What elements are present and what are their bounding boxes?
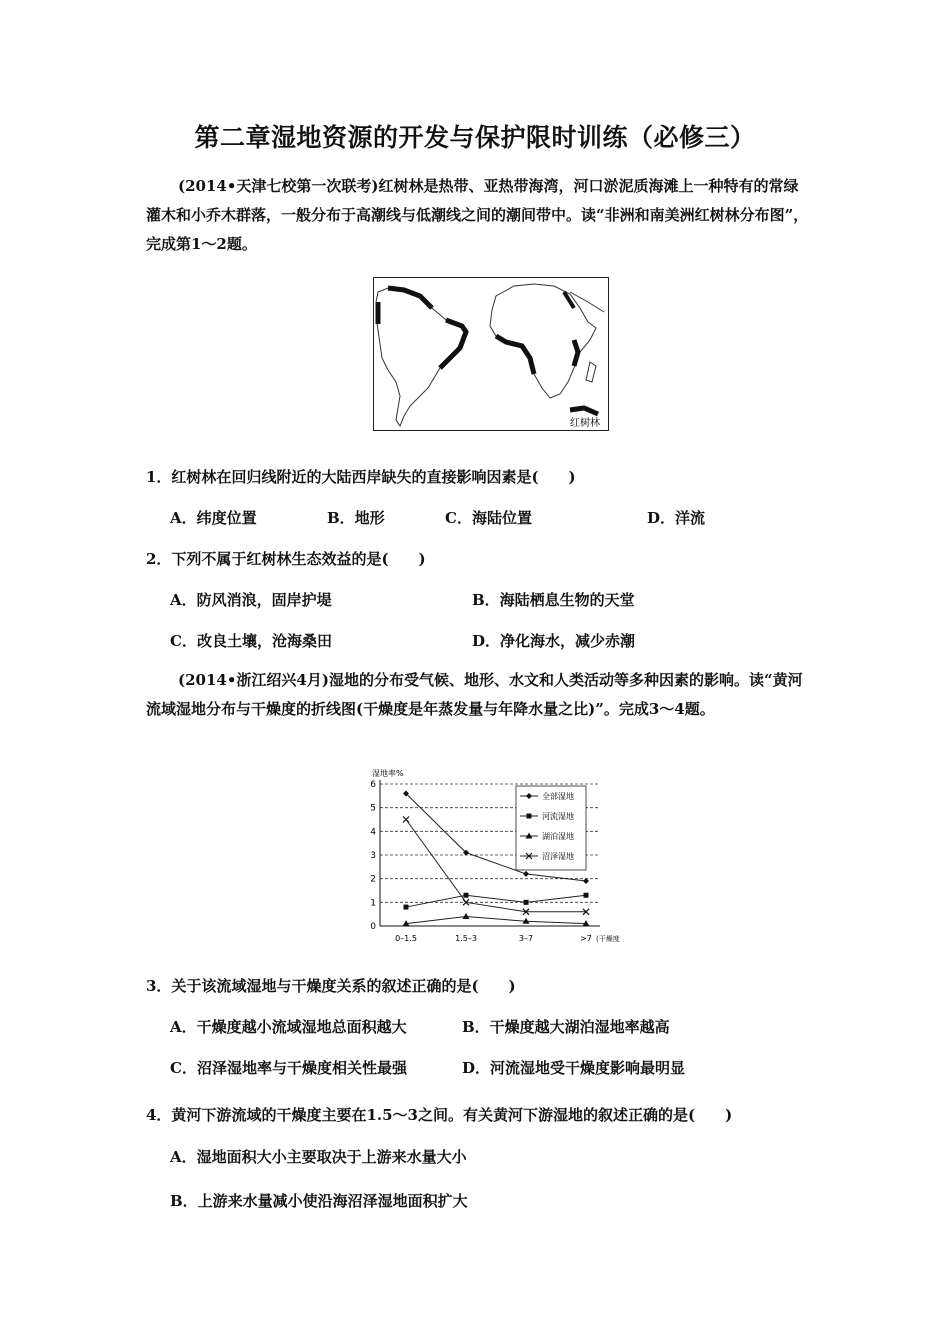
chart-data-point bbox=[404, 905, 409, 910]
chart-ytick-label: 5 bbox=[370, 803, 376, 814]
chart-data-point bbox=[584, 893, 589, 898]
question-1: 1．红树林在回归线附近的大陆西岸缺失的直接影响因素是( ) bbox=[146, 468, 576, 486]
chart-legend-label: 全部湿地 bbox=[542, 792, 574, 801]
q2-option-c[interactable]: C．改良土壤，沧海桑田 bbox=[170, 632, 332, 650]
q3-option-c[interactable]: C．沼泽湿地率与干燥度相关性最强 bbox=[170, 1059, 407, 1077]
legend-line bbox=[570, 408, 598, 414]
chart-svg bbox=[360, 762, 620, 952]
mangrove-africa-east bbox=[574, 340, 578, 366]
chart-series-line bbox=[406, 917, 586, 924]
mangrove-red-sea bbox=[564, 292, 574, 308]
q4-option-a[interactable]: A．湿地面积大小主要取决于上游来水量大小 bbox=[170, 1148, 467, 1166]
q3-option-b[interactable]: B．干燥度越大湖泊湿地率越高 bbox=[462, 1018, 670, 1036]
chart-data-point bbox=[524, 900, 529, 905]
chart-ytick-label: 4 bbox=[370, 827, 376, 838]
chart-ytick-label: 2 bbox=[370, 874, 376, 885]
q2-option-a[interactable]: A．防风消浪，固岸护堤 bbox=[170, 591, 332, 609]
q2-option-b[interactable]: B．海陆栖息生物的天堂 bbox=[472, 591, 635, 609]
chart-legend-marker bbox=[527, 814, 532, 819]
chart-legend-label: 湖泊湿地 bbox=[542, 832, 574, 841]
chart-xtick-label: >7 bbox=[580, 934, 592, 943]
map-svg bbox=[374, 278, 608, 430]
question-3: 3．关于该流域湿地与干燥度关系的叙述正确的是( ) bbox=[146, 977, 516, 995]
page-title: 第二章湿地资源的开发与保护限时训练（必修三） bbox=[194, 123, 756, 152]
question-4: 4．黄河下游流域的干燥度主要在1.5～3之间。有关黄河下游湿地的叙述正确的是( ) bbox=[146, 1106, 733, 1124]
chart-data-point bbox=[464, 893, 469, 898]
chart-data-point bbox=[523, 871, 529, 877]
chart-xtick-label: 3–7 bbox=[518, 934, 534, 943]
chart-ytick-label: 1 bbox=[370, 898, 376, 909]
wetland-chart bbox=[360, 762, 620, 952]
chart-data-point bbox=[583, 878, 589, 884]
mangrove-map bbox=[373, 277, 609, 431]
q3-option-d[interactable]: D．河流湿地受干燥度影响最明显 bbox=[462, 1059, 686, 1077]
chart-data-point bbox=[403, 817, 409, 823]
intro-passage-1: (2014•天津七校第一次联考)红树林是热带、亚热带海湾，河口淤泥质海滩上一种特有的常绿灌木和小乔木群落，一般分布于高潮线与低潮线之间的潮间带中。读“非洲和南美洲红树林分布图”，完成第1～2题。 bbox=[146, 177, 809, 253]
chart-ytick-label: 0 bbox=[370, 922, 376, 932]
legend-label: 红树林 bbox=[570, 418, 600, 429]
q4-option-b[interactable]: B．上游来水量减小使沿海沼泽湿地面积扩大 bbox=[170, 1192, 468, 1210]
chart-xtick-label: 0–1.5 bbox=[395, 934, 417, 943]
q3-option-a[interactable]: A．干燥度越小流域湿地总面积越大 bbox=[170, 1018, 407, 1036]
chart-ytick-label: 6 bbox=[370, 780, 376, 790]
chart-series-line bbox=[406, 895, 586, 907]
chart-data-point bbox=[463, 913, 470, 919]
madagascar-outline bbox=[586, 362, 596, 382]
chart-ytick-label: 3 bbox=[370, 851, 376, 861]
chart-legend-label: 沼泽湿地 bbox=[542, 852, 574, 861]
intro-passage-2: (2014•浙江绍兴4月)湿地的分布受气候、地形、水文和人类活动等多种因素的影响。读“黄河流域湿地分布与干燥度的折线图(干燥度是年蒸发量与年降水量之比)”。完成3～4题。 bbox=[146, 671, 803, 718]
q1-option-b[interactable]: B．地形 bbox=[327, 509, 385, 527]
chart-xtick-label: 1.5–3 bbox=[455, 934, 477, 943]
chart-xlabel: (干燥度) bbox=[596, 935, 620, 943]
q2-option-d[interactable]: D．净化海水，减少赤潮 bbox=[472, 632, 636, 650]
mangrove-africa-west bbox=[496, 336, 534, 374]
q1-option-c[interactable]: C．海陆位置 bbox=[445, 509, 532, 527]
q1-option-d[interactable]: D．洋流 bbox=[647, 509, 706, 527]
chart-legend-label: 河流湿地 bbox=[542, 812, 574, 821]
mangrove-sa-east bbox=[440, 320, 466, 368]
question-2: 2．下列不属于红树林生态效益的是( ) bbox=[146, 550, 426, 568]
q1-option-a[interactable]: A．纬度位置 bbox=[170, 509, 257, 527]
mangrove-sa-north bbox=[388, 288, 432, 308]
chart-ylabel: 湿地率% bbox=[372, 769, 404, 778]
